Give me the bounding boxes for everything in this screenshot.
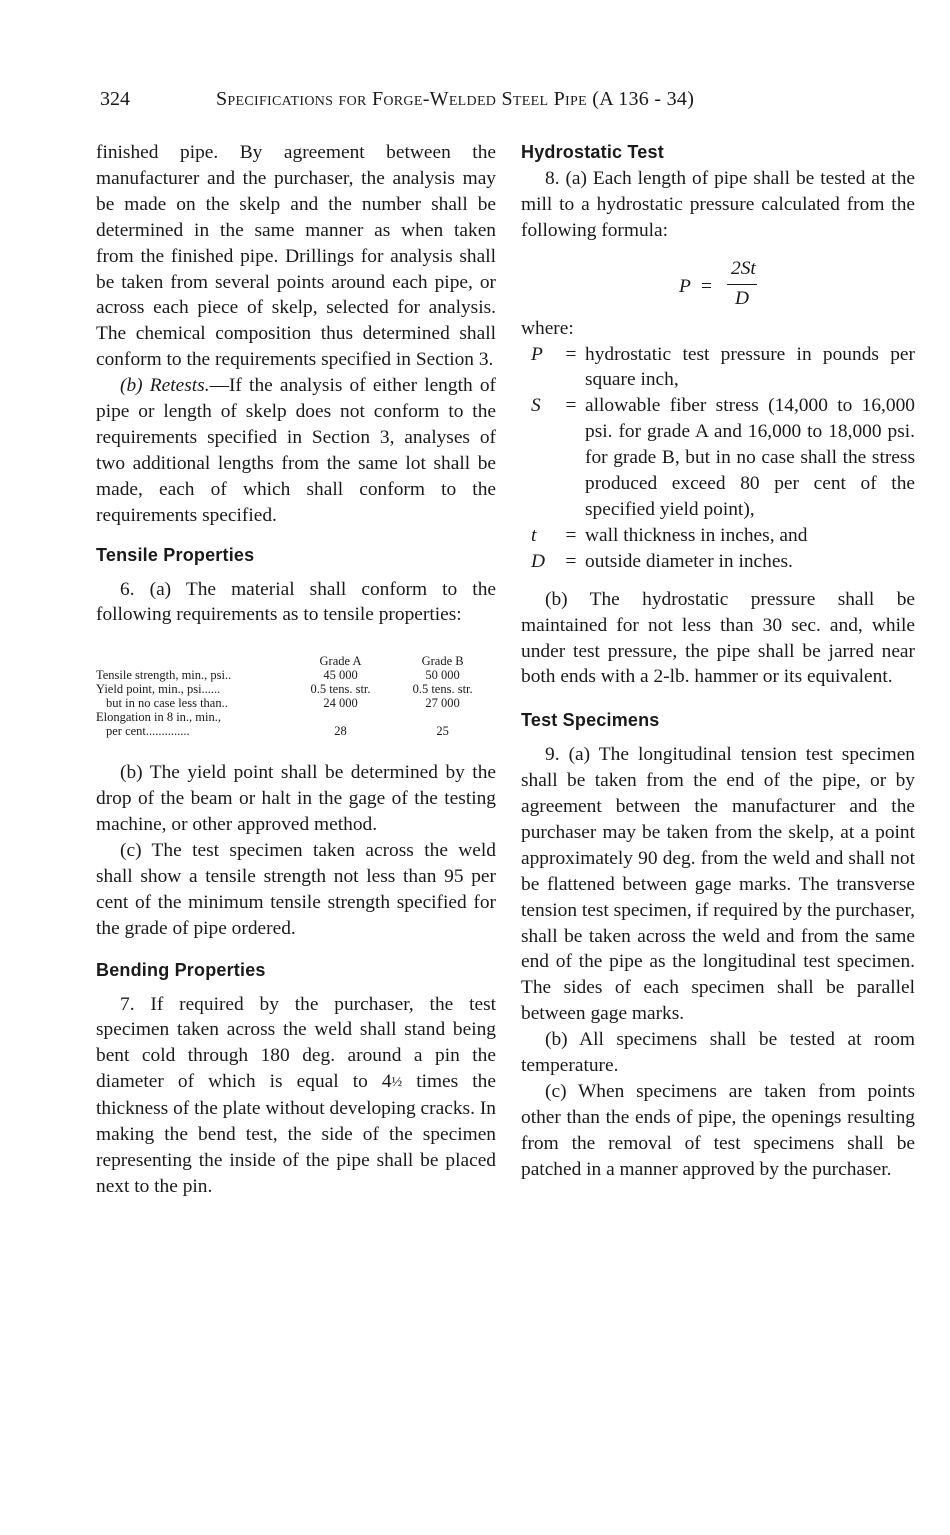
test-specimens-heading: Test Specimens <box>521 710 660 731</box>
specimens-paragraph-a: 9. (a) The longitudinal tension test specimen shall be taken from the end of the pipe, or by agreement between the manufacturer and the purchaser may be taken from the skelp, at a point approximately 90 deg. from the weld and shall not be flattened between gage marks. The transverse tension test specimen, if required by the purchaser, shall be taken across the weld and from the same end of the pipe as the longitudinal test specimen. The sides of each specimen shall be parallel between gage marks. <box>521 744 915 1025</box>
hydrostatic-paragraph-a: 8. (a) Each length of pipe shall be tested at the mill to a hydrostatic pressure calculated from the following formula: <box>521 167 915 241</box>
variable-symbol: D <box>531 550 546 572</box>
tensile-requirements-table <box>96 654 496 738</box>
retests-label: (b) <box>120 375 143 397</box>
specimens-paragraph-c: (c) When specimens are taken from points other than the ends of pipe, the openings resulting from the removal of test specimens shall be patched in a manner approved by the purchaser. <box>521 1081 915 1180</box>
specimens-paragraph-b: (b) All specimens shall be tested at room temperature. <box>521 1029 915 1077</box>
bending-text-end: times the thickness of the plate without developing cracks. In making the bend test, the side of the specimen representing the inside of the pipe shall be placed next to the pin. <box>96 1071 496 1197</box>
formula-numerator: 2St <box>731 257 756 279</box>
variable-equals: = <box>565 343 577 365</box>
variable-symbol: t <box>531 524 537 546</box>
tensile-paragraph-a: 6. (a) The material shall conform to the following requirements as to tensile properties: <box>96 578 496 626</box>
table-cell-grade-a: 28 <box>334 724 347 739</box>
table-row <box>96 724 496 738</box>
retests-paragraph <box>96 373 496 528</box>
table-cell-label: Tensile strength, min., psi.. <box>96 668 232 683</box>
running-title: Specifications for Forge-Welded Steel Pipe (A 136 - 34) <box>216 88 695 110</box>
table-header-label <box>96 654 292 668</box>
variable-symbol: S <box>531 395 541 417</box>
table-cell-label: Elongation in 8 in., min., <box>96 710 221 725</box>
variable-definition <box>521 549 915 575</box>
variable-definition <box>521 393 915 523</box>
variable-equals: = <box>565 524 577 546</box>
variable-description: allowable fiber stress (14,000 to 16,000 psi. for grade A and 16,000 to 18,000 psi. for grade B, but in no case shall the stress produced exceed 80 per cent of the specified yield point), <box>585 395 915 520</box>
page-header <box>96 88 916 116</box>
table-header-row <box>96 654 496 668</box>
formula-equals: = <box>701 275 712 297</box>
tensile-paragraph-c: (c) The test specimen taken across the weld shall show a tensile strength not less than 95 per cent of the minimum tensile strength specified for the grade of pipe ordered. <box>96 840 496 939</box>
bending-fraction: ½ <box>391 1075 403 1091</box>
pressure-formula <box>521 252 915 312</box>
bending-text-start: 7. If required by the purchaser, the test specimen taken across the weld shall stand being bent cold through 180 deg. around a pin the diameter of which is equal to 4 <box>96 993 496 1093</box>
bending-paragraph <box>96 992 496 1200</box>
page-number: 324 <box>100 88 130 110</box>
variable-equals: = <box>565 550 577 572</box>
table-cell-grade-b: 27 000 <box>425 696 460 711</box>
table-cell-label: per cent.............. <box>106 724 190 739</box>
right-column <box>521 140 915 1183</box>
variable-definition <box>521 523 915 549</box>
table-cell-grade-b: 50 000 <box>425 668 460 683</box>
table-cell-label: but in no case less than.. <box>106 696 228 711</box>
where-label: where: <box>521 317 574 339</box>
bending-heading: Bending Properties <box>96 959 266 980</box>
retests-text: —If the analysis of either length of pipe or length of skelp does not conform to the requirements specified in Section 3, analyses of two additional lengths from the same lot shall be made, each of which shall conform to the requirements specified. <box>96 375 496 526</box>
table-header-grade-b: Grade B <box>421 654 464 669</box>
hydrostatic-paragraph-b: (b) The hydrostatic pressure shall be maintained for not less than 30 sec. and, while under test pressure, the pipe shall be jarred near both ends with a 2-lb. hammer or its equivalent. <box>521 588 915 688</box>
table-header-grade-a: Grade A <box>319 654 362 669</box>
hydrostatic-heading: Hydrostatic Test <box>521 142 664 162</box>
table-cell-label: Yield point, min., psi...... <box>96 682 221 697</box>
table-row <box>96 682 496 696</box>
formula-denominator: D <box>735 287 750 309</box>
fraction-bar <box>727 284 757 285</box>
retests-title: Retests. <box>149 375 210 397</box>
chemical-analysis-paragraph: finished pipe. By agreement between the manufacturer and the purchaser, the analysis may be made on the skelp and the number shall be determined in the same manner as when taken from the finished pipe. Drillings for analysis shall be taken from several points around each pipe, or across each piece of skelp, selected for analysis. The chemical composition thus determined shall conform to the requirements specified in Section 3. <box>96 142 496 371</box>
left-column <box>96 140 496 1200</box>
table-cell-grade-a: 45 000 <box>323 668 358 683</box>
table-row <box>96 668 496 682</box>
table-cell-grade-b: 0.5 tens. str. <box>412 682 473 697</box>
variable-symbol: P <box>531 343 543 365</box>
variable-equals: = <box>565 395 577 417</box>
tensile-paragraph-b: (b) The yield point shall be determined by the drop of the beam or halt in the gage of the testing machine, or other approved method. <box>96 762 496 836</box>
table-cell-grade-a: 0.5 tens. str. <box>310 682 371 697</box>
variable-definition <box>521 342 915 394</box>
table-cell-grade-b: 25 <box>436 724 449 739</box>
variable-description: hydrostatic test pressure in pounds per square inch, <box>585 343 915 391</box>
table-cell-grade-a <box>292 710 389 724</box>
table-row <box>96 710 496 724</box>
table-cell-grade-b <box>389 710 496 724</box>
table-cell-grade-a: 24 000 <box>323 696 358 711</box>
tensile-heading: Tensile Properties <box>96 544 255 565</box>
variable-description: outside diameter in inches. <box>585 550 793 572</box>
variable-description: wall thickness in inches, and <box>585 524 808 546</box>
formula-lhs: P <box>679 275 691 297</box>
table-row <box>96 696 496 710</box>
